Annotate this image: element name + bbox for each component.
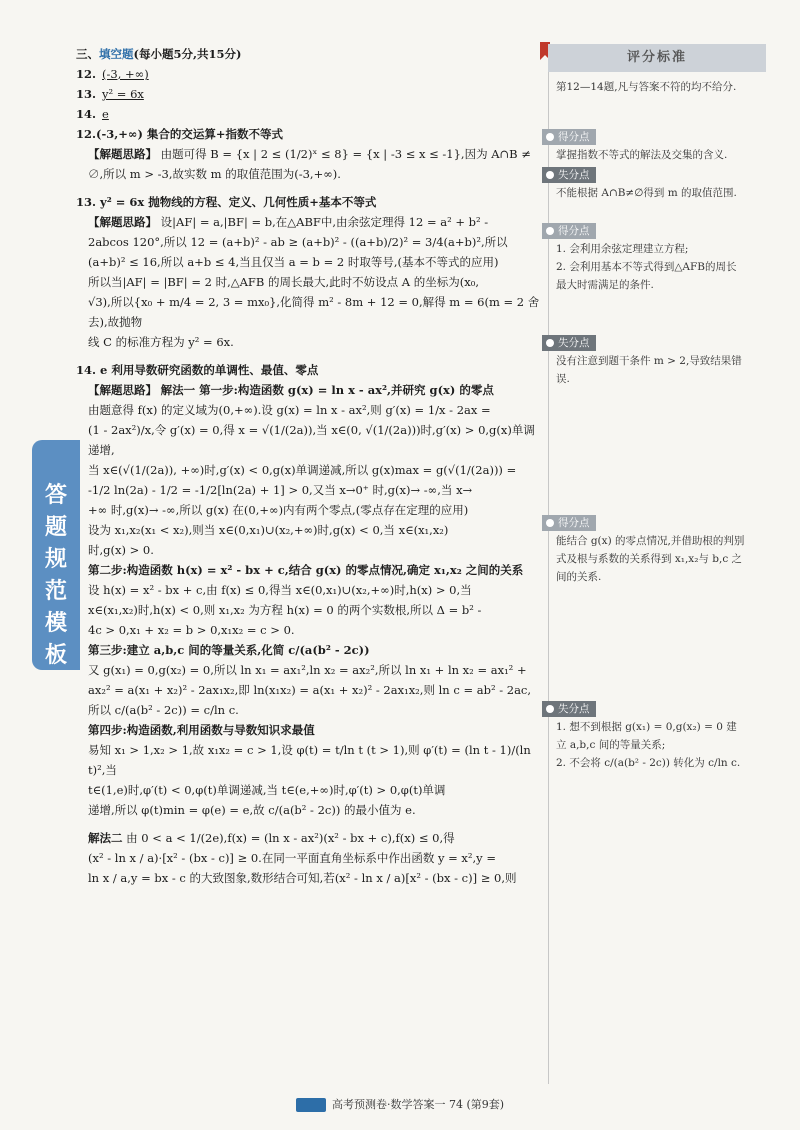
q13-title: 13. y² = 6x 抛物线的方程、定义、几何性质+基本不等式 xyxy=(76,195,377,209)
q14-line: 设 h(x) = x² - bx + c,由 f(x) ≤ 0,得当 x∈(0,x₁)∪(x₂,+∞)时,h(x) > 0,当 xyxy=(88,583,472,597)
q12-score-block: 得分点 掌握指数不等式的解法及交集的含义. xyxy=(556,128,746,164)
score-point-tag: 得分点 xyxy=(542,515,596,531)
score-point-tag: 得分点 xyxy=(542,223,596,239)
q13-line: (a+b)² ≤ 16,所以 a+b ≤ 4,当且仅当 a = b = 2 时取等号,(基本不等式的应用) xyxy=(88,255,499,269)
page-footer xyxy=(0,1096,800,1112)
q14-line: 所以 c/(a(b² - 2c)) = c/ln c. xyxy=(88,703,239,717)
q14-line: 当 x∈(√(1/(2a)), +∞)时,g′(x) < 0,g(x)单调递减,所以 g(x)max = g(√(1/(2a))) = xyxy=(88,463,517,477)
q14-method2-line: 解法二 由 0 < a < 1/(2e),f(x) = (ln x - ax²)(x² - bx + c),f(x) ≤ 0,得 xyxy=(88,831,455,845)
q14-lose-block: 失分点 1. 想不到根据 g(x₁) = 0,g(x₂) = 0 建立 a,b,c 间的等量关系; 2. 不会将 c/(a(b² - 2c)) 转化为 c/ln c. xyxy=(556,700,746,772)
q12-line: 【解题思路】 由题可得 B = {x | 2 ≤ (1/2)ˣ ≤ 8} = {x | -3 ≤ x ≤ -1},因为 A∩B ≠ xyxy=(88,147,531,161)
q14-line: ax₂² = a(x₁ + x₂)² - 2ax₁x₂,即 ln(x₁x₂) = a(x₁ + x₂)² - 2ax₁x₂,则 ln c = ab² - 2ac, xyxy=(88,683,532,697)
q13-line: 2abcos 120°,所以 12 = (a+b)² - ab ≥ (a+b)² - ((a+b)/2)² = 3/4(a+b)²,所以 xyxy=(88,235,508,249)
q13-score-block: 得分点 1. 会利用余弦定理建立方程; 2. 会利用基本不等式得到△AFB的周长最大时需满足的条件. xyxy=(556,222,746,294)
q13-line: 【解题思路】 设|AF| = a,|BF| = b,在△ABF中,由余弦定理得 12 = a² + b² - xyxy=(88,215,489,229)
q14-line: t∈(1,e)时,φ′(t) < 0,φ(t)单调递减,当 t∈(e,+∞)时,φ′(t) > 0,φ(t)单调 xyxy=(88,783,446,797)
q14-line: 设为 x₁,x₂(x₁ < x₂),则当 x∈(0,x₁)∪(x₂,+∞)时,g(x) < 0,当 x∈(x₁,x₂) xyxy=(88,523,449,537)
column-divider xyxy=(548,44,549,1084)
scoring-margin xyxy=(556,44,756,769)
q14-line: 又 g(x₁) = 0,g(x₂) = 0,所以 ln x₁ = ax₁²,ln x₂ = ax₂²,所以 ln x₁ + ln x₂ = ax₁² + xyxy=(88,663,527,677)
q13-lose-block: 失分点 没有注意到题干条件 m > 2,导致结果错误. xyxy=(556,334,746,388)
lose-point-tag: 失分点 xyxy=(542,701,596,717)
score-point-tag: 得分点 xyxy=(542,129,596,145)
q12-lose-block: 失分点 不能根据 A∩B≠∅得到 m 的取值范围. xyxy=(556,166,746,202)
publisher-logo-icon xyxy=(296,1098,326,1112)
q14-score-block: 得分点 能结合 g(x) 的零点情况,并借助根的判别式及根与系数的关系得到 x₁,x₂与 b,c 之间的关系. xyxy=(556,514,746,586)
q12-title: 12.(-3,+∞) 集合的交运算+指数不等式 xyxy=(76,127,284,141)
section-title: 三、填空题(每小题5分,共15分) xyxy=(76,47,242,61)
note-top: 第12—14题,凡与答案不符的均不给分. xyxy=(556,81,737,93)
q13-line: √3),所以{x₀ + m/4 = 2, 3 = mx₀},化简得 m² - 8m + 12 = 0,解得 m = 6(m = 2 舍去),故抛物 xyxy=(88,295,540,329)
q14-step2-title: 第二步:构造函数 h(x) = x² - bx + c,结合 g(x) 的零点情况,确定 x₁,x₂ 之间的关系 xyxy=(88,563,524,577)
q14-line: (1 - 2ax²)/x,令 g′(x) = 0,得 x = √(1/(2a)),当 x∈(0, √(1/(2a)))时,g′(x) > 0,g(x)单调递增, xyxy=(88,423,535,457)
q14-line: -1/2 ln(2a) - 1/2 = -1/2[ln(2a) + 1] > 0,又当 x→0⁺ 时,g(x)→ -∞,当 x→ xyxy=(88,483,473,497)
answer-line: 13. y² = 6x xyxy=(76,87,144,101)
q14-step3-title: 第三步:建立 a,b,c 间的等量关系,化简 c/(a(b² - 2c)) xyxy=(88,643,370,657)
q13-line: 所以当|AF| = |BF| = 2 时,△AFB 的周长最大,此时不妨设点 A 的坐标为(x₀, xyxy=(88,275,479,289)
answer-content xyxy=(76,44,546,888)
q14-line: 4c > 0,x₁ + x₂ = b > 0,x₁x₂ = c > 0. xyxy=(88,623,295,637)
q14-step1-title: 【解题思路】 解法一 第一步:构造函数 g(x) = ln x - ax²,并研究 g(x) 的零点 xyxy=(88,383,494,397)
q14-line: 易知 x₁ > 1,x₂ > 1,故 x₁x₂ = c > 1,设 φ(t) = t/ln t (t > 1),则 φ′(t) = (ln t - 1)/(ln t)²,当 xyxy=(88,743,531,777)
side-tab xyxy=(32,440,80,670)
q14-line: 由题意得 f(x) 的定义域为(0,+∞).设 g(x) = ln x - ax²,则 g′(x) = 1/x - 2ax = xyxy=(88,403,491,417)
section-title-highlight: 填空题 xyxy=(99,47,134,61)
q14-line: +∞ 时,g(x)→ -∞,所以 g(x) 在(0,+∞)内有两个零点,(零点存在定理的应用) xyxy=(88,503,469,517)
q14-line: (x² - ln x / a)·[x² - (bx - c)] ≥ 0.在同一平面直角坐标系中作出函数 y = x²,y = xyxy=(88,851,496,865)
scoring-header: 评分标准 xyxy=(548,44,766,72)
q14-step4-title: 第四步:构造函数,利用函数与导数知识求最值 xyxy=(88,723,315,737)
q14-title: 14. e 利用导数研究函数的单调性、最值、零点 xyxy=(76,363,319,377)
answer-line: 12. (-3, +∞) xyxy=(76,67,149,81)
side-tab-label: 答题规范模板 xyxy=(44,483,67,668)
q12-line: ∅,所以 m > -3,故实数 m 的取值范围为(-3,+∞). xyxy=(88,167,341,181)
q14-line: 递增,所以 φ(t)min = φ(e) = e,故 c/(a(b² - 2c)) 的最小值为 e. xyxy=(88,803,416,817)
q14-line: ln x / a,y = bx - c 的大致图象,数形结合可知,若(x² - ln x / a)[x² - (bx - c)] ≥ 0,则 xyxy=(88,871,517,885)
q14-line: 时,g(x) > 0. xyxy=(88,543,154,557)
lose-point-tag: 失分点 xyxy=(542,335,596,351)
footer-text: 高考预测卷·数学答案一 74 (第9套) xyxy=(331,1098,505,1111)
answer-line: 14. e xyxy=(76,107,109,121)
q13-line: 线 C 的标准方程为 y² = 6x. xyxy=(88,335,234,349)
q14-line: x∈(x₁,x₂)时,h(x) < 0,则 x₁,x₂ 为方程 h(x) = 0 的两个实数根,所以 Δ = b² - xyxy=(88,603,482,617)
lose-point-tag: 失分点 xyxy=(542,167,596,183)
